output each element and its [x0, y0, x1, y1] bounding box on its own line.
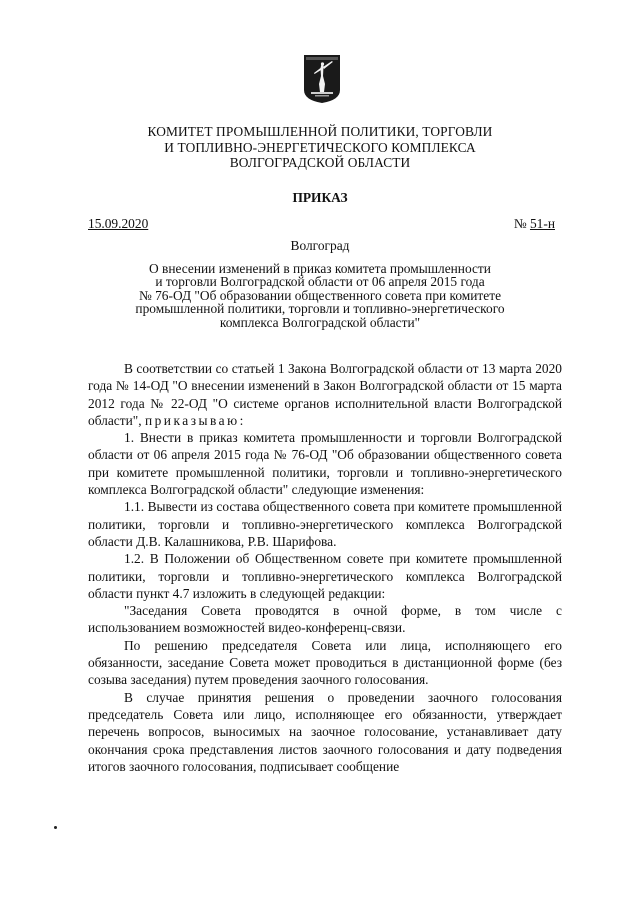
subject-line: О внесении изменений в приказ комитета промышленности: [149, 261, 491, 276]
document-kind: ПРИКАЗ: [292, 190, 348, 205]
subject-line: и торговли Волгоградской области от 06 апреля 2015 года: [155, 274, 485, 290]
committee-name: [100, 124, 540, 171]
body-paragraph: В случае принятия решения о проведении заочного голосования председатель Совета или лицо, исполняющее его обязанности, утверждает перечень вопросов, выносимых на заочное голосование, устанавливает дату окончания срока представления листов заочного голосования и дату подведения итогов заочного голосования, подписывает сообщение: [88, 689, 562, 774]
subject-line: комплекса Волгоградской области": [219, 314, 421, 330]
committee-line: ВОЛГОГРАДСКОЙ ОБЛАСТИ: [229, 155, 411, 170]
committee-line: КОМИТЕТ ПРОМЫШЛЕННОЙ ПОЛИТИКИ, ТОРГОВЛИ: [147, 124, 493, 139]
document-city: Волгоград: [290, 238, 350, 253]
body-paragraph: По решению председателя Совета или лица, исполняющего его обязанности, заседание Совета может проводиться в дистанционной форме (без созыва заседания) путем проведения заочного голосования.: [88, 637, 562, 688]
document-number: [514, 216, 555, 232]
body-paragraph: "Заседания Совета проводятся в очной форме, в том числе с использованием возможностей видео-конференц-связи.: [88, 603, 562, 636]
volgograd-coat-of-arms-icon: [303, 54, 341, 104]
body-paragraph: 1.2. В Положении об Общественном совете при комитете промышленной политики, торговли и топливно-энергетического комплекса Волгоградской области пункт 4.7 изложить в следующей редакции:: [88, 551, 562, 601]
number-prefix: №: [513, 216, 527, 231]
subject-line: № 76-ОД "Об образовании общественного совета при комитете: [138, 287, 502, 303]
document-date: 15.09.2020: [88, 216, 149, 231]
order-word: приказываю:: [144, 412, 246, 428]
body-paragraph: [88, 360, 562, 429]
scan-speck: [54, 826, 57, 829]
committee-line: И ТОПЛИВНО-ЭНЕРГЕТИЧЕСКОГО КОМПЛЕКСА: [164, 139, 476, 155]
paragraph-text: В соответствии со статьей 1 Закона Волгоградской области от 13 марта 2020 года № 14-ОД "О внесении изменений в Закон Волгоградской области от 15 марта 2012 года № 22-ОД "О системе органов исполнительной власти Волгоградской области",: [88, 361, 562, 428]
document-body: [88, 360, 562, 775]
document-subject: [80, 262, 560, 329]
subject-line: промышленной политики, торговли и топливно-энергетического: [135, 301, 505, 317]
number-value: 51-н: [529, 216, 555, 231]
body-paragraph: 1. Внести в приказ комитета промышленности и торговли Волгоградской области от 06 апреля 2015 года № 76-ОД "Об образовании общественного совета при комитете промышленной политики, торговли и топливно-энергетического комплекса Волгоградской области" следующие изменения:: [88, 430, 562, 498]
body-paragraph: 1.1. Вывести из состава общественного совета при комитете промышленной политики, торговли и топливно-энергетического комплекса Волгоградской области Д.В. Калашникова, Р.В. Шарифова.: [88, 499, 562, 549]
